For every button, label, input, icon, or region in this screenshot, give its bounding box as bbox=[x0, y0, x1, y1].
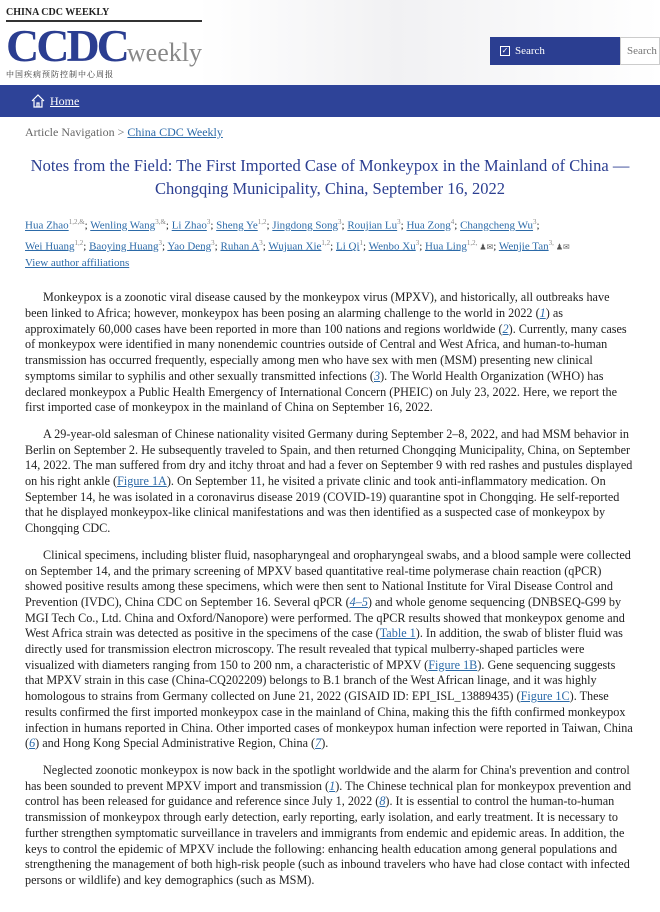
figure-link[interactable]: Table 1 bbox=[379, 626, 416, 641]
site-header bbox=[0, 0, 660, 85]
author-link[interactable]: Baoying Huang bbox=[89, 240, 159, 253]
reference-link[interactable]: 1 bbox=[539, 306, 546, 321]
author-link[interactable]: Ruhan A bbox=[220, 240, 260, 253]
paragraph: Clinical specimens, including blister fluid, nasopharyngeal and oropharyngeal swabs, and a blood sample were collected on September 14, and the primary screening of MPXV based quantitative real-time polymerase chain reaction (qPCR) showed positive results among these specimens, which were then sent to National Institute for Viral Disease Control and Prevention (IVDC), China CDC on September 16. Several qPCR (4–5) and whole genome sequencing (DNBSEQ-G99 by MGI Tech Co., Ltd. China and Oxford/Nanopore) were performed. The qPCR results showed that monkeypox genome and West Africa strain was detected as positive in the specimens of the case (Table 1). In addition, the swab of blister fluid was directly used for transmission electron microscopy. The result revealed that typical mulberry-shaped particles were visualized with diameters ranging from 150 to 200 nm, a characteristic of MPXV (Figure 1B). Gene sequencing suggests that MPXV strain in this case (China-CQ202209) belongs to B.1 branch of the West African linage, and it was highly homologous to strains from Germany collected on June 21, 2022 (GISAID ID: EPI_ISL_13889435) (Figure 1C). These results confirmed the first imported monkeypox case in the mainland of China, making this the fifth confirmed monkeypox infection in humans reported in China. Other imported cases of monkeypox human infection were reported in Taiwan, China (6) and Hong Kong Special Administrative Region, China (7). bbox=[25, 547, 633, 751]
author-affiliation-number: 4 bbox=[450, 218, 455, 226]
author-list: Hua Zhao$^{1,2,\&}$; Wenling Wang$^{3,\&}$; Li Zhao$^3$; Sheng Ye$^{1,2}$; Jingdong Song$^3$; Roujian Lu$^3$; Hua Zong$^4$; Changcheng Wu$^3$; Wei Huang$^{1,2}$; Baoying Huang$^3$; Yao Deng$^3$; Ruhan $A^3$; Wujuan Xie$^{1,2}$; Li Qi$^1$; Wenbo Xu$^3$; Hua Ling$^{1,2,}$ ♟✉; Wenjie Tan$^{3,}$ ♟✉ View author affiliations bbox=[25, 218, 570, 270]
author-link[interactable]: Wei Huang bbox=[25, 240, 75, 253]
author-link[interactable]: Wenbo Xu bbox=[368, 240, 416, 253]
home-icon bbox=[30, 93, 46, 109]
reference-link[interactable]: 1 bbox=[329, 778, 336, 793]
paragraph: Monkeypox is a zoonotic viral disease caused by the monkeypox virus (MPXV), and historically, all outbreaks have been linked to Africa; however, monkeypox has been posing an alarming challenge to the world in 2022 (1) as approximately 60,000 cases have been reported in more than 100 nations and regions worldwide (2). Currently, many cases of monkeypox were identified in many nonendemic countries outside of Central and West Africa, and human-to-human transmission has occurred frequently, especially among men who have sex with men (MSM) presenting new clinical symptoms similar to syphilis and other sexually transmitted infections (3). The World Health Organization (WHO) has declared monkeypox a Public Health Emergency of International Concern (PHEIC) on July 23, 2022. Here, we report the first imported case of monkeypox in the mainland of China on September 16, 2022. bbox=[25, 290, 627, 415]
ccdc-weekly-logo[interactable] bbox=[6, 20, 202, 75]
search-area bbox=[490, 37, 660, 65]
article-title: Notes from the Field: The First Imported Case of Monkeypox in the Mainland of China — Chongqing Municipality, China, September 16, 2022 bbox=[30, 156, 630, 198]
author-affiliation-number: 3 bbox=[206, 218, 211, 226]
figure-link[interactable]: Figure 1B bbox=[428, 657, 478, 672]
paragraph: Neglected zoonotic monkeypox is now back in the spotlight worldwide and the alarm for China's prevention and control has been sounded to prevent MPXV import and transmission (1). The Chinese technical plan for monkeypox prevention and control has been released for guidance and reference since July 1, 2022 (8). It is essential to control the human-to-human transmission of monkeypox through early detection, early reporting, early isolation, and early treatment. It is necessary to further strengthen symptomatic surveillance in travelers and immigrants from endemic and epidemic areas. In addition, the keys to control the epidemic of MPXV include the following: enhancing health education among general populations and strengthening the management of both high-risk people (such as inbound travelers who have had close contact with infected persons or wildlife) and key demographics (such as MSM). bbox=[25, 763, 632, 887]
breadcrumb-label: Article Navigation > bbox=[25, 125, 125, 139]
nav-bar bbox=[0, 85, 660, 117]
author-link[interactable]: Hua Ling bbox=[425, 240, 467, 253]
logo-sub: weekly bbox=[126, 38, 202, 67]
author-affiliation-number: 1,2,& bbox=[68, 218, 85, 226]
author-affiliation-number: 1,2 bbox=[321, 238, 331, 247]
author-link[interactable]: Li Zhao bbox=[171, 219, 207, 232]
author-affiliation-number: 3 bbox=[533, 218, 537, 226]
author-link[interactable]: Hua Zhao bbox=[25, 219, 69, 232]
author-affiliation-number: 3 bbox=[338, 218, 342, 226]
search-button[interactable] bbox=[490, 37, 620, 65]
author-affiliation-number: 3 bbox=[415, 238, 420, 247]
author-affiliation-number: 3,& bbox=[155, 218, 166, 226]
author-link[interactable]: Yao Deng bbox=[167, 240, 212, 253]
author-link[interactable]: Sheng Ye bbox=[216, 219, 258, 232]
author-link[interactable]: Changcheng Wu bbox=[460, 219, 534, 232]
corresponding-author-icon: ♟✉ bbox=[553, 242, 570, 252]
author-affiliation-number: 1,2 bbox=[74, 238, 84, 247]
author-link[interactable]: Li Qi bbox=[335, 240, 360, 253]
breadcrumb-link[interactable]: China CDC Weekly bbox=[127, 125, 223, 139]
author-link[interactable]: Wenling Wang bbox=[90, 219, 156, 232]
author-link[interactable]: Wenjie Tan bbox=[498, 240, 549, 253]
author-affiliation-number: 3 bbox=[397, 218, 401, 226]
brand-label: CHINA CDC WEEKLY bbox=[6, 7, 110, 18]
figure-link[interactable]: Figure 1A bbox=[117, 474, 167, 489]
nav-home-link[interactable]: Home bbox=[50, 93, 80, 108]
author-affiliation-number: 1,2, bbox=[466, 238, 478, 247]
author-affiliation-number: 3, bbox=[548, 238, 554, 247]
author-affiliation-number: 3 bbox=[158, 238, 162, 247]
author-affiliation-number: 1,2 bbox=[257, 218, 267, 226]
checkbox-icon: ✓ bbox=[501, 46, 509, 55]
logo-main: CCDC bbox=[6, 20, 127, 71]
author-affiliation-number: 3 bbox=[211, 238, 215, 247]
reference-link[interactable]: 7 bbox=[315, 736, 322, 751]
author-link[interactable]: Roujian Lu bbox=[347, 219, 398, 232]
search-button-label: Search bbox=[515, 45, 545, 57]
author-link[interactable]: Jingdong Song bbox=[272, 219, 339, 232]
reference-link[interactable]: 4–5 bbox=[349, 594, 368, 609]
author-link[interactable]: Wujuan Xie bbox=[268, 240, 322, 253]
logo-chinese-text: 中国疾病预防控制中心周报 bbox=[6, 70, 114, 79]
author-affiliation-number: 3 bbox=[259, 238, 263, 247]
view-affiliations-link[interactable]: View author affiliations bbox=[25, 257, 130, 270]
reference-link[interactable]: 8 bbox=[379, 794, 386, 809]
paragraph: A 29-year-old salesman of Chinese nationality visited Germany during September 2–8, 2022, and had MSM behavior in Berlin on September 2. He subsequently traveled to Spain, and then returned Chongqing Municipality, China, on September 14, 2022. The man suffered from dry and itchy throat and had a fever on September 9 with red rashes and pustules displayed on his right ankle (Figure 1A). On September 11, he visited a private clinic and took anti-inflammatory medication. On September 14, he was isolated in a coronavirus disease 2019 (COVID-19) quarantine spot in Chongqing. He self-reported that he displayed monkeypox-like clinical manifestations and was then identified as a suspected case of monkeypox by Chongqing CDC. bbox=[25, 426, 633, 536]
corresponding-author-icon: ♟✉ bbox=[477, 242, 494, 252]
reference-link[interactable]: 3 bbox=[374, 368, 381, 383]
reference-link[interactable]: 2 bbox=[502, 321, 509, 336]
figure-link[interactable]: Figure 1C bbox=[520, 689, 570, 704]
author-affiliation-number: 1 bbox=[359, 238, 364, 247]
author-link[interactable]: Hua Zong bbox=[406, 219, 451, 232]
breadcrumb bbox=[0, 117, 660, 140]
search-input[interactable] bbox=[620, 37, 660, 65]
reference-link[interactable]: 6 bbox=[29, 736, 36, 751]
article-body bbox=[25, 290, 635, 888]
